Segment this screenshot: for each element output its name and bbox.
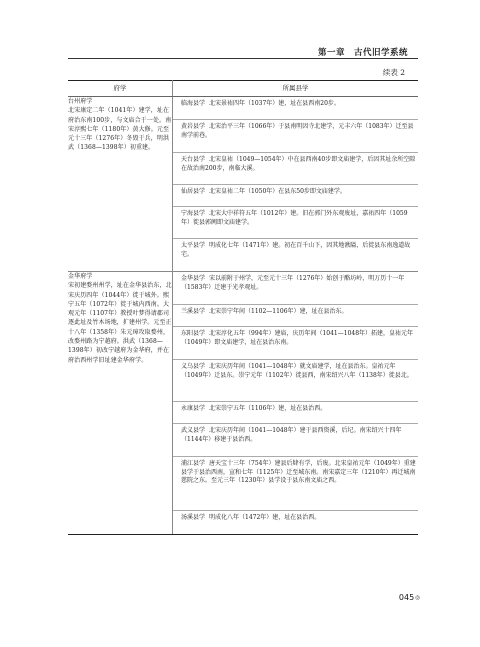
county-name: 兰溪县学 (181, 308, 206, 315)
list-item (173, 272, 418, 305)
list-item (173, 239, 418, 271)
county-name: 义乌县学 (181, 363, 206, 370)
county-text: 北宋皇祐（1049—1054年）中在县西南40步即文庙建学，后因其址余所空隙在故治南200步，南临大溪。 (181, 156, 416, 172)
prefecture-cell (68, 272, 173, 535)
county-text: 北宋大中祥符五年（1012年）建。旧在郭门外东观废址，嘉祐四年（1059年）徙县郭阙即文庙建学。 (181, 210, 408, 226)
county-text: 北宋淳化五年（994年）建庙，庆历年间（1041—1048年）拓建，皇祐元年（1049年）即文庙建学，址在县治东南。 (181, 330, 414, 346)
county-text: 北宋崇宁五年（1106年）建，址在县治西。 (209, 405, 327, 412)
county-name: 金华县学 (181, 275, 206, 282)
table-row (68, 97, 418, 272)
county-text: 明成化八年（1472年）建，址在县治西。 (209, 514, 321, 521)
county-text: 北宋皇祐二年（1050年）在县东50步即文庙建学。 (209, 188, 346, 195)
county-name: 黄岩县学 (181, 123, 206, 130)
list-item (173, 360, 418, 402)
county-name: 汤溪县学 (181, 514, 206, 521)
header-rule (68, 58, 418, 59)
county-name: 仙居县学 (181, 188, 206, 195)
list-item (173, 120, 418, 153)
county-name: 东阳县学 (181, 330, 206, 337)
county-text: 北宋景祐四年（1037年）建，址在县西南20步。 (209, 100, 340, 107)
list-item (173, 97, 418, 120)
schools-table (68, 80, 418, 535)
county-name: 浦江县学 (181, 460, 206, 467)
table-header-row (68, 81, 418, 97)
page-number-value: 045 (398, 593, 415, 602)
list-item (173, 457, 418, 511)
column-header-county: 所属县学 (173, 81, 419, 97)
chapter-header: 第一章 古代旧学系统 (317, 48, 408, 58)
list-item (173, 305, 418, 327)
page-number-suffix: ◎ (415, 595, 420, 601)
county-text: 北宋庆历年间（1041—1048年）就文庙建学，址在县治东。皇祐元年（1049年）迁县东。崇宁元年（1102年）徙县西，南宋绍兴八年（1138年）徙县北。 (181, 363, 413, 379)
prefecture-text: 金华府学 宋初建婺州州学，址在金华县治东，北宋庆历四年（1044年）徙于城外。熙宁五年（1072年）徙于城内西南。大观元年（1107年）教授叶梦得请郡司逐此址及竹木场地，扩建州学。元至正十八年（1358年）朱元璋攻取婺州，改婺州路为宁越府。洪武（1368—1398年）初改宁越府为金华府，并在府治西州学旧址建金华府学。 (68, 273, 172, 364)
county-name: 天台县学 (181, 156, 206, 163)
list-item (173, 153, 418, 185)
list-item (173, 424, 418, 457)
list-item (173, 327, 418, 360)
prefecture-cell (68, 97, 173, 272)
county-name: 武义县学 (181, 427, 206, 434)
county-name: 永康县学 (181, 405, 206, 412)
prefecture-text: 台州府学 北宋康定二年（1041年）建学，址在府治东南100步，与文庙合于一处。南宋淳熙七年（1180年）黄大修。元至元十三年（1276年）冬毁于兵，明洪武（1368—1398年）初重建。 (68, 98, 172, 152)
county-text: 北宋崇宁年间（1102—1106年）建，址在县治东。 (209, 308, 348, 315)
county-list (173, 272, 419, 535)
county-text: 北宋庆历年间（1041—1048年）建于县西资溪，后圮。南宋绍兴十四年（1144年）移建于县治西。 (181, 427, 402, 443)
county-list (173, 97, 419, 272)
county-name: 宁海县学 (181, 210, 206, 217)
county-name: 临海县学 (181, 100, 206, 107)
county-name: 太平县学 (181, 242, 206, 249)
table-row (68, 272, 418, 535)
column-header-prefecture: 府学 (68, 81, 173, 97)
list-item (173, 207, 418, 239)
county-text: 北宋治平三年（1066年）于县南明因寺北建学，元丰六年（1083年）迁至县南学前巷。 (181, 123, 414, 139)
page-number (399, 593, 420, 602)
county-text: 唐天宝十三年（754年）建县后肄有学，后废。北宋皇祐元年（1049年）重建县学于县治西南，宣和七年（1125年）迁至城东南。南宋嘉定三年（1210年）再迁城南慈院之东。至元三年（1230年）县学设于县东南文庙之西。 (181, 460, 416, 485)
list-item (173, 402, 418, 424)
county-text: 明成化七年（1471年）建。初在百千山下，因其地湫隘，后徙县东南逸道故宅。 (181, 242, 411, 258)
table-caption: 续表 2 (382, 68, 405, 77)
list-item (173, 185, 418, 207)
list-item (173, 511, 418, 534)
county-text: 宋以前附于州学，元至元十三年（1276年）始创于酪坊岭，明万历十一年（1583年）迁建于光孝观址。 (181, 275, 405, 291)
